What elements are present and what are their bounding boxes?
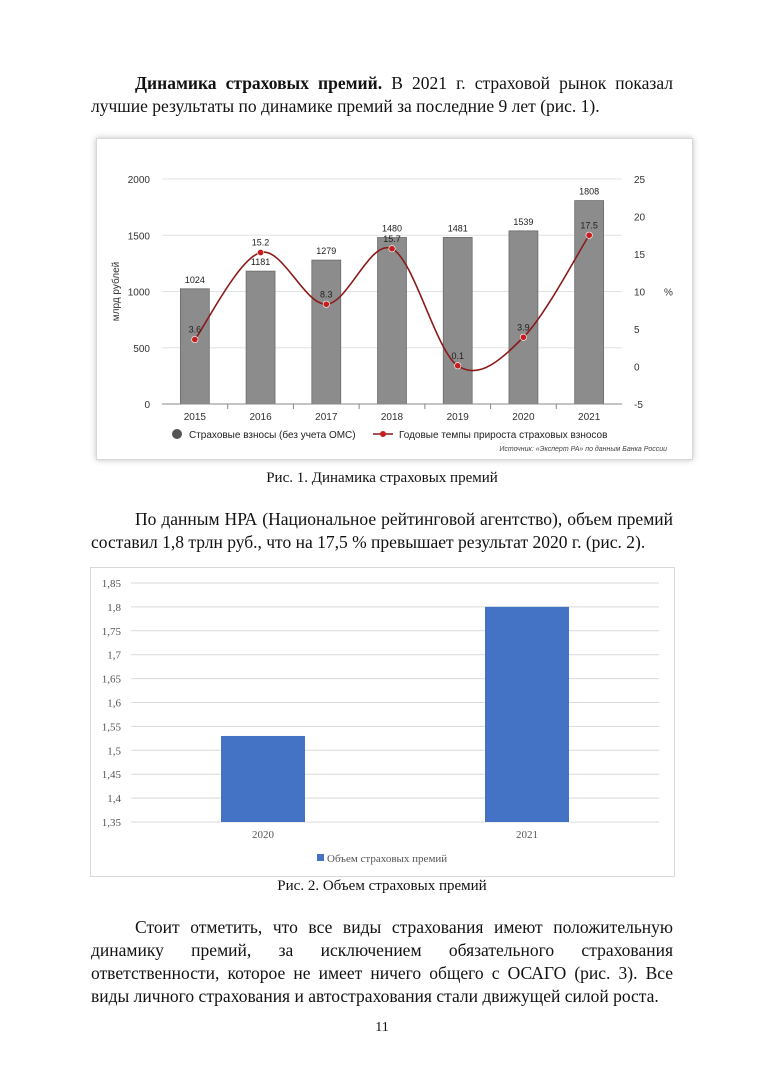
nra-text: По данным НРА (Национальное рейтинговой агентство), объем премий составил 1,8 трлн руб., что на 17,5 % превышает результат 2020 г. (рис. 2). (91, 509, 673, 552)
bar-2015 (180, 289, 209, 404)
y-tick-label: 1500 (127, 231, 150, 243)
section-heading: Динамика страховых премий. (135, 73, 383, 93)
y2-tick-label: 10 (634, 287, 646, 299)
y2-tick-label: 0 (634, 362, 640, 374)
x-tick-label: 2020 (252, 829, 274, 841)
bar-2020 (221, 736, 305, 822)
y2-tick-label: 15 (634, 250, 646, 261)
premium-dynamics-chart (97, 139, 692, 459)
y2-tick-label: -5 (634, 400, 643, 411)
growth-value-label: 8.3 (320, 289, 333, 300)
conclusion-text: Стоит отметить, что все виды страхования имеют положительную динамику премий, за исключением обязательного страхования ответственности, которое не имеет ничего общего с ОСАГО (рис. 3). Все виды личного страхования и автострахования стали движущей силой роста. (91, 917, 673, 1006)
intro-paragraph (91, 72, 673, 118)
bar-value-label: 1024 (184, 274, 205, 285)
page-number: 11 (375, 1020, 389, 1035)
legend-line-dot (380, 431, 386, 437)
bar-value-label: 1539 (513, 216, 534, 227)
y-tick-label: 1,65 (101, 673, 121, 686)
figure-1-chart (96, 138, 693, 460)
x-tick-label: 2016 (249, 412, 272, 423)
intro-text: В 2021 г. страховой рынок показал лучшие результаты по динамике премий за последние 9 лет (рис. 1). (91, 73, 673, 116)
growth-point-2015 (192, 336, 198, 342)
y-tick-label: 1,55 (101, 721, 121, 734)
bar-2021 (575, 201, 604, 404)
nra-paragraph (91, 508, 673, 554)
x-tick-label: 2021 (578, 412, 601, 423)
x-tick-label: 2021 (516, 829, 538, 841)
y2-tick-label: 5 (634, 325, 640, 336)
bar-2021 (485, 607, 569, 822)
x-tick-label: 2019 (446, 412, 469, 423)
bar-value-label: 1480 (381, 223, 403, 234)
growth-value-label: 17.5 (580, 220, 598, 231)
legend-line-label: Годовые темпы прироста страховых взносов (399, 430, 608, 441)
y-tick-label: 1,75 (101, 625, 121, 638)
growth-point-2019 (455, 363, 461, 369)
bar-2018 (378, 238, 407, 405)
y-tick-label: 1,7 (107, 649, 121, 662)
y-tick-label: 0 (144, 400, 150, 411)
y2-axis-label: % (664, 287, 673, 299)
growth-value-label: 15.7 (383, 233, 401, 244)
bar-2020 (509, 231, 538, 404)
x-tick-label: 2020 (512, 412, 535, 423)
y-axis-label: млрд рублей (111, 261, 122, 322)
bar-value-label: 1481 (447, 223, 468, 234)
legend-marker (317, 854, 324, 861)
legend-bar-label: Страховые взносы (без учета ОМС) (189, 430, 356, 441)
y-tick-label: 1,8 (107, 601, 121, 614)
y-tick-label: 1,45 (101, 769, 121, 782)
figure-2-chart (90, 567, 675, 877)
y-tick-label: 500 (133, 343, 150, 355)
bar-value-label: 1808 (579, 186, 600, 197)
figure-1-caption: Рис. 1. Динамика страховых премий (266, 470, 498, 486)
x-tick-label: 2018 (380, 412, 404, 423)
growth-point-2018 (389, 246, 395, 252)
growth-value-label: 3.6 (188, 324, 202, 335)
y-tick-label: 1,85 (101, 578, 121, 590)
legend-bar-marker (172, 429, 182, 439)
figure-2-caption: Рис. 2. Объем страховых премий (277, 878, 487, 894)
y2-tick-label: 25 (634, 175, 646, 186)
bar-2019 (443, 237, 472, 404)
conclusion-paragraph (91, 916, 673, 1008)
growth-point-2017 (323, 301, 329, 307)
y-tick-label: 1,4 (107, 793, 121, 806)
growth-value-label: 3.9 (517, 322, 530, 333)
growth-value-label: 0.1 (451, 350, 464, 361)
x-tick-label: 2015 (183, 412, 206, 423)
growth-point-2021 (586, 232, 592, 238)
y-tick-label: 1,6 (107, 697, 121, 710)
premium-volume-chart (91, 568, 674, 876)
bar-2017 (312, 260, 341, 404)
growth-point-2016 (257, 249, 263, 255)
bar-2016 (246, 271, 275, 404)
y-tick-label: 1,5 (107, 745, 121, 758)
y2-tick-label: 20 (634, 212, 646, 224)
y-tick-label: 1000 (127, 287, 150, 299)
y-tick-label: 2000 (127, 175, 150, 186)
y-tick-label: 1,35 (101, 817, 121, 829)
growth-value-label: 15.2 (251, 237, 270, 248)
source-note: Источник: «Эксперт РА» по данным Банка России (499, 446, 667, 453)
legend-label: Объем страховых премий (327, 853, 448, 865)
x-tick-label: 2017 (315, 412, 338, 423)
bar-value-label: 1279 (316, 246, 337, 257)
growth-point-2020 (520, 334, 526, 340)
bar-value-label: 1181 (250, 257, 271, 268)
